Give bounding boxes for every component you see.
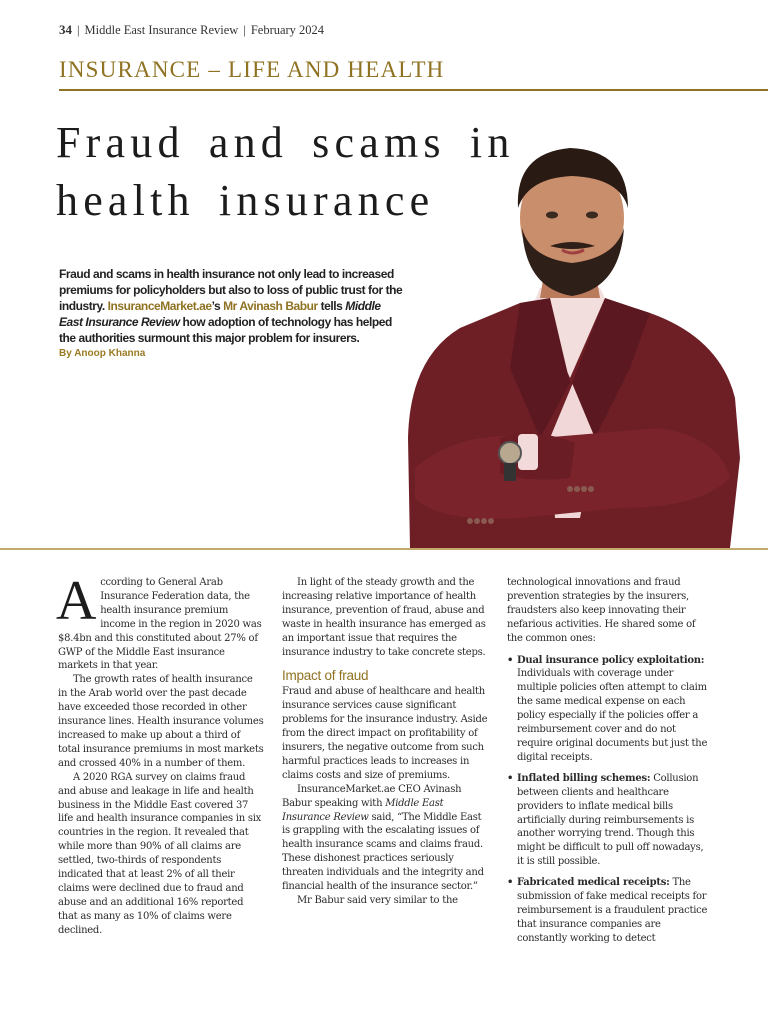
paragraph: A 2020 RGA survey on claims fraud and abuse and leakage in life and health business in the Middle East covered 37 life and health insurance companies in six countries in the region. It revealed that while more than 90% of all claims are settled, two-thirds of respondents indicated that at least 2% of all their claims were declined due to fraud and abuse and an additional 16% reported that as many as 10% of claims were declined.	[58, 771, 262, 936]
drop-cap: A	[56, 570, 97, 632]
paragraph	[282, 783, 488, 894]
company-name: InsuranceMarket.ae	[107, 299, 212, 313]
bullet-icon: •	[507, 772, 514, 784]
list-item-text: Collusion between clients and healthcare providers to inflate medical bills artificially during reimbursements is another worrying trend. Though this might be difficult to pull off nowadays, it is still possible.	[517, 772, 704, 868]
header-rule	[59, 89, 768, 91]
article-headline: Fraud and scams in health insurance	[56, 118, 515, 225]
bullet-icon: •	[507, 654, 514, 666]
publication-name: Middle East Insurance Review	[84, 23, 239, 37]
list-item	[507, 876, 713, 946]
standfirst-text: Fraud and scams in health insurance not only lead to increased premiums for policyholders but also to loss of public trust for the industry.	[59, 267, 403, 313]
paragraph: Fraud and abuse of healthcare and health insurance services cause significant problems for the insurance industry. Aside from the direct impact on profitability of insurers, the negative outcome from such harmful practices leads to increases in claims costs and size of premiums.	[282, 686, 488, 781]
paragraph	[56, 570, 264, 673]
paragraph-text: said, “The Middle East is grappling with the escalating issues of health insurance scams and claims fraud. These dishonest practices seriously threaten individuals and the integrity and financial health of the insurance sector.”	[282, 811, 484, 893]
fraud-types-list	[507, 654, 713, 946]
folio-separator: |	[77, 23, 80, 37]
paragraph-text: InsuranceMarket.ae CEO Avinash Babur speaking with	[282, 783, 462, 809]
byline: By Anoop Khanna	[59, 348, 146, 359]
interviewee-name: Mr Avinash Babur	[223, 299, 318, 313]
list-item-title: Inflated billing schemes:	[517, 772, 651, 784]
publication-italic: Middle East Insurance Review	[282, 797, 444, 823]
paragraph: In light of the steady growth and the increasing relative importance of health insurance, prevention of fraud, abuse and waste in health insurance has emerged as an important issue that requires the insurance industry to take concrete steps.	[282, 577, 486, 658]
paragraph: technological innovations and fraud prevention strategies by the insurers, fraudsters also keep innovating their nefarious activities. He shared some of the common ones:	[507, 577, 696, 644]
section-title: INSURANCE – LIFE AND HEALTH	[59, 57, 445, 82]
standfirst-text: tells	[317, 299, 346, 313]
standfirst-text: ’s	[211, 299, 224, 313]
portrait-photo	[400, 138, 745, 548]
bullet-icon: •	[507, 877, 514, 889]
paragraph: Mr Babur said very similar to the	[297, 894, 458, 906]
list-item-title: Dual insurance policy exploitation:	[517, 654, 705, 666]
section-divider	[0, 548, 768, 550]
article-column-2	[282, 576, 488, 908]
publication-italic: Middle East Insurance Review	[59, 299, 381, 329]
standfirst	[59, 266, 404, 346]
list-item	[507, 772, 713, 869]
issue-date: February 2024	[250, 23, 325, 37]
list-item-text: Individuals with coverage under multiple policies often attempt to claim the same medical expense on each policy especially if the policies offer a reimbursement cover and do not require original documents but just the digital receipts.	[517, 668, 708, 763]
article-column-3	[507, 576, 713, 953]
folio	[59, 22, 324, 38]
page-number: 34	[59, 22, 72, 37]
standfirst-text: how adoption of technology has helped the authorities surmount this major problem for insurers.	[59, 315, 392, 345]
folio-separator: |	[243, 23, 246, 37]
paragraph-text: ccording to General Arab Insurance Federation data, the health insurance premium income in the region in 2020 was $8.4bn and this constituted about 27% of GWP of the Middle East insurance markets in that year.	[58, 577, 262, 672]
list-item-text: The submission of fake medical receipts for reimbursement is a fraudulent practice that insurance companies are constantly working to detect	[517, 877, 708, 944]
list-item	[507, 654, 713, 765]
subheading: Impact of fraud	[282, 668, 369, 684]
paragraph: The growth rates of health insurance in the Arab world over the past decade have exceeded those recorded in other insurance lines. Health insurance volumes increased to make up about a third of total insurance premiums in most markets and crossed 40% in a number of them.	[58, 674, 264, 769]
list-item-title: Fabricated medical receipts:	[517, 877, 670, 889]
article-column-1	[56, 570, 264, 938]
